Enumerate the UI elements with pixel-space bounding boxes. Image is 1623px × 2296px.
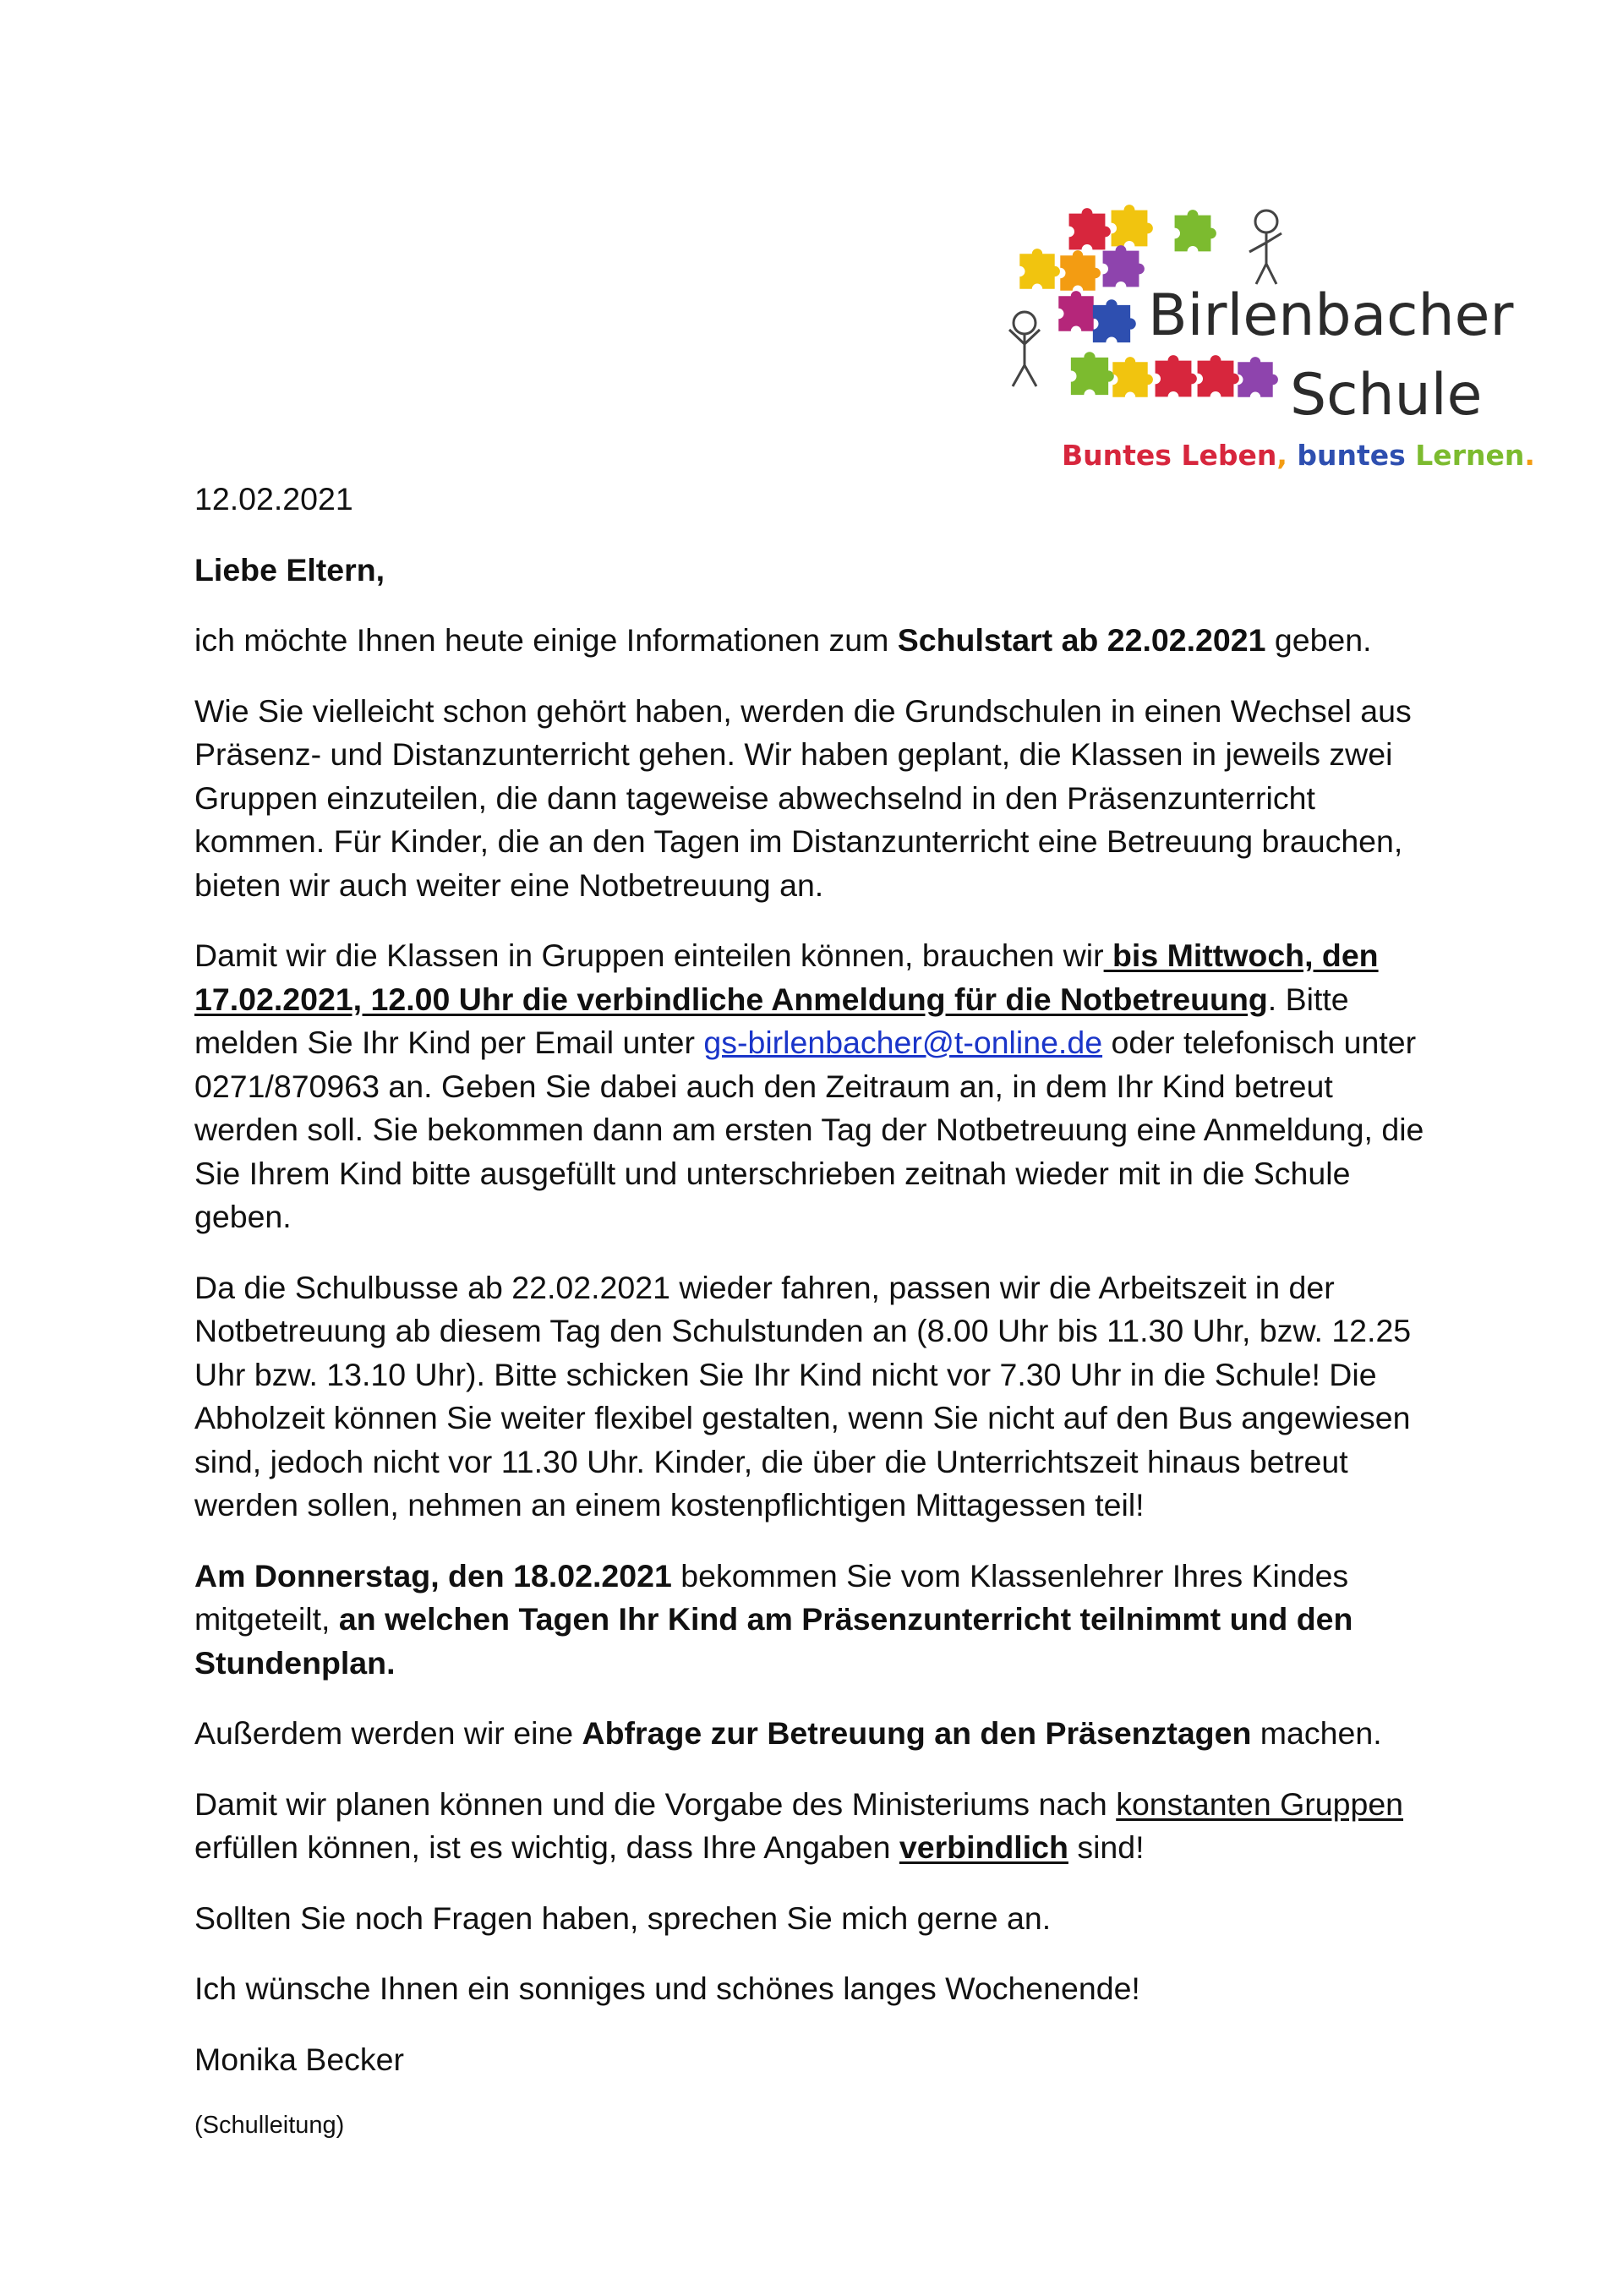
p3-text-2: . Bitte melden Sie Ihr Kind per Email unter: [194, 981, 1349, 1060]
p6-bold: Abfrage zur Betreuung an den Präsenztagen: [582, 1715, 1252, 1751]
paragraph-abfrage: [194, 1712, 1445, 1756]
p7-text-end: sind!: [1068, 1829, 1145, 1865]
p5-bold-date: Am Donnerstag, den 18.02.2021: [194, 1557, 672, 1594]
slogan-part2: buntes: [1287, 439, 1416, 472]
greeting-text: Liebe Eltern,: [194, 551, 385, 588]
letter-body: [194, 478, 1445, 2169]
stick-figure-right-icon: [1249, 210, 1281, 284]
signature-role: (Schulleitung): [194, 2112, 345, 2139]
p7-bold-underline: verbindlich: [899, 1829, 1068, 1865]
p5-text: bekommen Sie vom Klassenlehrer Ihres Kindes mitgeteilt,: [194, 1557, 1349, 1637]
p1-text-end: geben.: [1265, 622, 1372, 658]
slogan-comma: ,: [1276, 439, 1287, 472]
paragraph-fragen: Sollten Sie noch Fragen haben, sprechen Sie mich gerne an.: [194, 1900, 1052, 1936]
paragraph-schulstart: [194, 619, 1445, 663]
greeting: [194, 549, 1445, 593]
p7-text-2: erfüllen können, ist es wichtig, dass Ihre Angaben: [194, 1829, 899, 1865]
stick-figure-left-icon: [1009, 312, 1040, 386]
letter-date: 12.02.2021: [194, 481, 353, 517]
slogan-part1: Buntes Leben: [1062, 439, 1277, 472]
p3-deadline: bis Mittwoch, den 17.02.2021, 12.00 Uhr die verbindliche Anmeldung für die Notbetreuung: [194, 938, 1379, 1017]
p1-bold: Schulstart ab 22.02.2021: [897, 622, 1266, 658]
signature-name: Monika Becker: [194, 2041, 405, 2077]
paragraph-wochenende: Ich wünsche Ihnen ein sonniges und schönes langes Wochenende!: [194, 1971, 1140, 2006]
p5-bold-text: an welchen Tagen Ihr Kind am Präsenzunterricht teilnimmt und den Stundenplan.: [194, 1601, 1353, 1681]
logo-name-line1: Birlenbacher: [1148, 282, 1514, 349]
p6-text-end: machen.: [1251, 1715, 1382, 1751]
p6-text: Außerdem werden wir eine: [194, 1715, 582, 1751]
email-link[interactable]: gs-birlenbacher@t-online.de: [703, 1025, 1103, 1060]
slogan-part3: Lernen: [1415, 439, 1525, 472]
slogan-period: .: [1524, 439, 1535, 472]
paragraph-schulbusse: Da die Schulbusse ab 22.02.2021 wieder fahren, passen wir die Arbeitszeit in der Notbetreuung ab diesem Tag den Schulstunden an (8.00 Uhr bis 11.30 Uhr, bzw. 12.25 Uhr bzw. 13.10 Uhr). Bitte schicken Sie Ihr Kind nicht vor 7.30 Uhr in die Schule! Die Abholzeit können Sie weiter flexibel gestalten, wenn Sie nicht auf den Bus angewiesen sind, jedoch nicht vor 11.30 Uhr. Kinder, die über die Unterrichtszeit hinaus betreut werden sollen, nehmen an einem kostenpflichtigen Mittagessen teil!: [194, 1269, 1412, 1522]
school-logo: [1003, 196, 1535, 484]
p7-underline: konstanten Gruppen: [1116, 1785, 1404, 1822]
logo-name-line2: Schule: [1290, 362, 1483, 429]
p7-text: Damit wir planen können und die Vorgabe des Ministeriums nach: [194, 1785, 1117, 1822]
paragraph-planen: [194, 1783, 1445, 1870]
paragraph-wechsel: Wie Sie vielleicht schon gehört haben, werden die Grundschulen in einen Wechsel aus Präsenz- und Distanzunterricht gehen. Wir haben geplant, die Klassen in jeweils zwei Gruppen einzuteilen, die dann tageweise abwechselnd in den Präsenzunterricht kommen. Für Kinder, die an den Tagen im Distanzunterricht eine Betreuung brauchen, bieten wir auch weiter eine Notbetreuung an.: [194, 692, 1412, 903]
logo-slogan: [1062, 439, 1535, 472]
p1-text: ich möchte Ihnen heute einige Informationen zum: [194, 622, 898, 658]
p3-text: Damit wir die Klassen in Gruppen einteilen können, brauchen wir: [194, 938, 1104, 973]
paragraph-donnerstag: [194, 1555, 1445, 1686]
paragraph-anmeldung: [194, 934, 1445, 1239]
p3-text-3: oder telefonisch unter 0271/870963 an. Geben Sie dabei auch den Zeitraum an, in dem Ihr Kind betreut werden soll. Sie bekommen dann am ersten Tag der Notbetreuung eine Anmeldung, die Sie Ihrem Kind bitte ausgefüllt und unterschrieben zeitnah wieder mit in die Schule geben.: [194, 1025, 1424, 1234]
